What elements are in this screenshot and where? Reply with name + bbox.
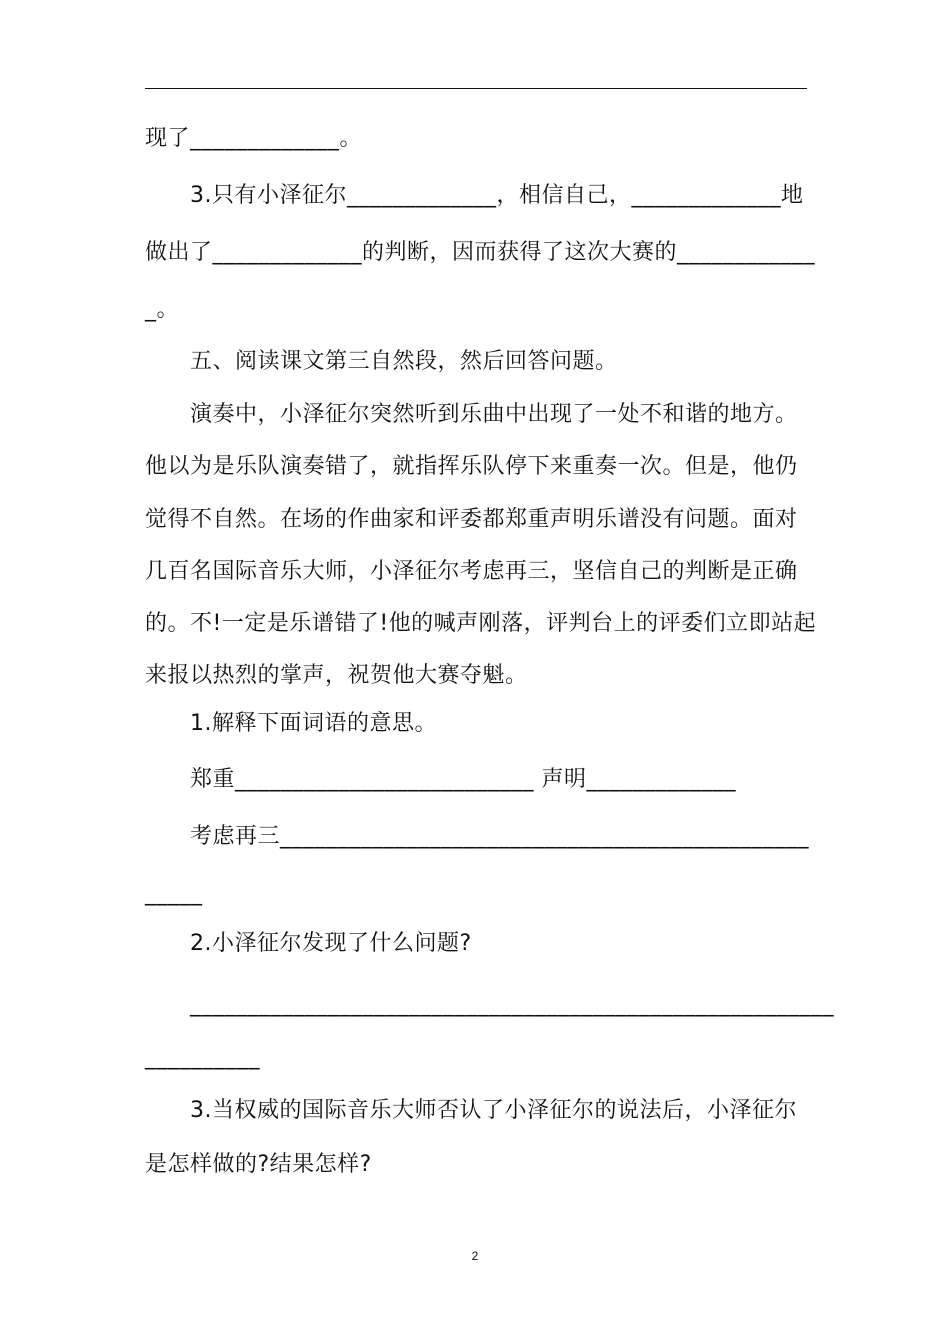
passage-line-1: 演奏中，小泽征尔突然听到乐曲中出现了一处不和谐的地方。 — [190, 402, 798, 427]
question-3-prompt-line-2: 是怎样做的?结果怎样? — [145, 1152, 372, 1177]
question-2-answer-line: ________________________________________________________ — [190, 992, 834, 1017]
question-3-line-3: _。 — [145, 297, 180, 322]
page-number: 2 — [471, 1249, 479, 1263]
question-3-line-2: 做出了_____________的判断，因而获得了这次大赛的____________ — [145, 240, 816, 265]
question-2-answer-line-cont: __________ — [145, 1045, 260, 1070]
question-1-answer-a: 郑重__________________________ 声明_____________ — [190, 767, 736, 792]
passage-line-6: 来报以热烈的掌声，祝贺他大赛夺魁。 — [145, 663, 528, 688]
answer-line: 现了_____________。 — [145, 126, 363, 151]
answer-rule-line — [145, 88, 807, 89]
passage-line-5: 的。不!一定是乐谱错了!他的喊声刚落，评判台上的评委们立即站起 — [145, 611, 817, 636]
question-1-answer-b: 考虑再三______________________________________________ — [190, 824, 810, 849]
question-3-prompt-line-1: 3.当权威的国际音乐大师否认了小泽征尔的说法后，小泽征尔 — [190, 1098, 797, 1123]
question-2-prompt: 2.小泽征尔发现了什么问题? — [190, 931, 472, 956]
question-1-answer-b-cont: _____ — [145, 881, 203, 906]
question-3-line-1: 3.只有小泽征尔_____________，相信自己，_____________地 — [190, 183, 804, 208]
passage-line-4: 几百名国际音乐大师，小泽征尔考虑再三，坚信自己的判断是正确 — [145, 559, 798, 584]
question-1-prompt: 1.解释下面词语的意思。 — [190, 711, 437, 736]
passage-line-3: 觉得不自然。在场的作曲家和评委都郑重声明乐谱没有问题。面对 — [145, 507, 798, 532]
passage-line-2: 他以为是乐队演奏错了，就指挥乐队停下来重奏一次。但是，他仍 — [145, 454, 798, 479]
section-heading: 五、阅读课文第三自然段，然后回答问题。 — [190, 349, 618, 374]
